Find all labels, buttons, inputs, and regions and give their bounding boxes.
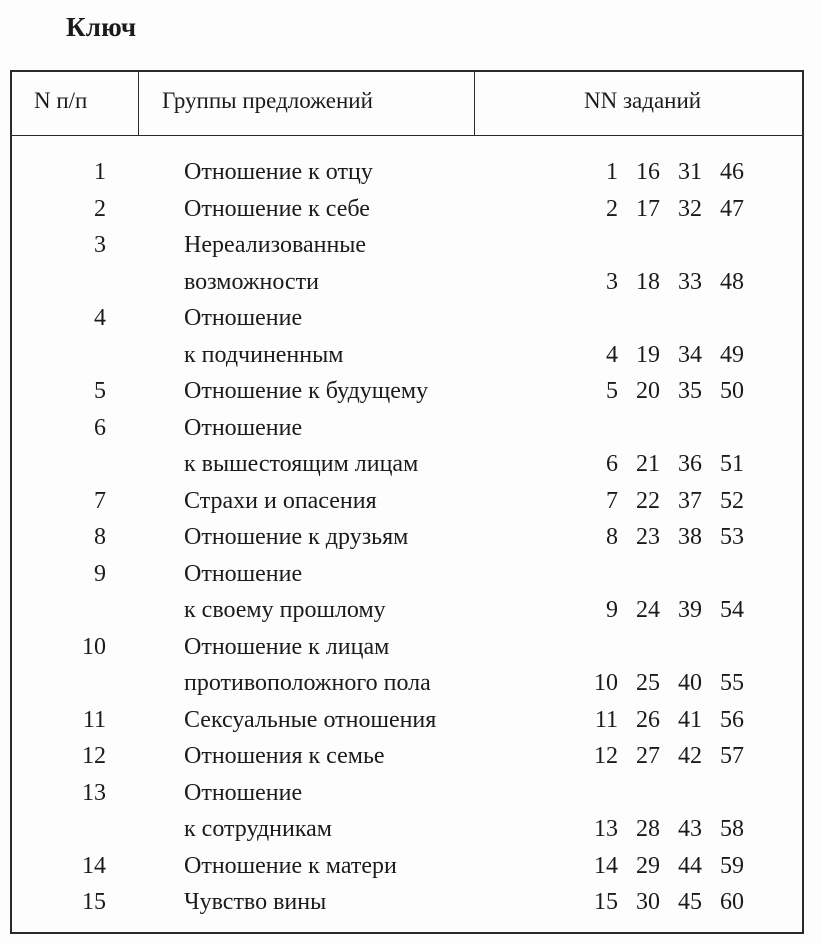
task-number: 55 [720, 670, 744, 696]
table-row [12, 227, 802, 300]
task-number: 58 [720, 816, 744, 842]
task-number: 46 [720, 159, 744, 185]
task-number: 26 [636, 706, 660, 733]
task-number: 4 [606, 341, 618, 368]
task-number: 3 [606, 268, 618, 295]
group-line: Отношение [184, 560, 303, 587]
group-line: Отношение к будущему [184, 378, 429, 404]
row-number: 5 [94, 378, 106, 404]
table-row [12, 775, 802, 848]
task-number: 17 [636, 195, 660, 222]
task-number: 50 [720, 378, 744, 404]
table-row [12, 300, 802, 373]
task-number: 19 [636, 341, 660, 368]
task-number: 56 [720, 706, 744, 733]
task-number: 34 [678, 341, 702, 368]
task-number: 9 [606, 597, 618, 623]
table-row [12, 483, 802, 520]
group-line: Страхи и опасения [184, 487, 377, 514]
page-title: Ключ [66, 12, 137, 42]
row-number: 1 [94, 159, 106, 185]
row-tasks [590, 665, 744, 702]
task-number: 2 [606, 195, 618, 222]
table-row [12, 556, 802, 629]
row-number: 11 [82, 706, 106, 733]
row-tasks [590, 884, 744, 921]
header-tasks: NN заданий [584, 88, 702, 113]
group-line: Отношение к матери [184, 852, 397, 879]
group-line: к подчиненным [184, 341, 344, 368]
header-number: N п/п [34, 88, 88, 113]
task-number: 33 [678, 268, 702, 295]
task-number: 7 [606, 487, 618, 514]
row-number: 13 [82, 779, 106, 806]
task-number: 30 [636, 889, 660, 915]
task-number: 29 [636, 852, 660, 879]
task-number: 8 [606, 524, 618, 550]
task-number: 49 [720, 341, 744, 368]
task-number: 25 [636, 670, 660, 696]
task-number: 27 [636, 743, 660, 769]
task-number: 23 [636, 524, 660, 550]
row-tasks [590, 373, 744, 410]
group-line: Отношение [184, 414, 303, 441]
task-number: 31 [678, 159, 702, 185]
group-line: к вышестоящим лицам [184, 451, 419, 477]
row-number: 12 [82, 743, 106, 769]
row-number: 6 [94, 414, 106, 441]
task-number: 42 [678, 743, 702, 769]
group-line: Чувство вины [184, 889, 327, 915]
task-number: 45 [678, 889, 702, 915]
group-line: противоположного пола [184, 670, 431, 696]
table-row [12, 629, 802, 702]
table-header-row [12, 72, 802, 136]
task-number: 24 [636, 597, 660, 623]
table-row [12, 848, 802, 885]
group-line: Отношение [184, 779, 303, 806]
task-number: 41 [678, 706, 702, 733]
task-number: 36 [678, 451, 702, 477]
row-tasks [590, 738, 744, 775]
task-number: 47 [720, 195, 744, 222]
group-line: Отношение к себе [184, 195, 370, 222]
group-line: возможности [184, 268, 319, 295]
row-tasks [590, 483, 744, 520]
table-row [12, 410, 802, 483]
row-tasks [590, 264, 744, 301]
table-row [12, 884, 802, 921]
group-line: Сексуальные отношения [184, 706, 437, 733]
row-tasks [590, 446, 744, 483]
row-number: 14 [82, 852, 106, 879]
header-divider [138, 72, 139, 136]
table-row [12, 519, 802, 556]
row-number: 15 [82, 889, 106, 915]
table-body [12, 154, 802, 921]
table-row [12, 191, 802, 228]
group-line: Отношение к отцу [184, 159, 373, 185]
task-number: 38 [678, 524, 702, 550]
task-number: 6 [606, 451, 618, 477]
header-divider [474, 72, 475, 136]
group-line: Нереализованные [184, 232, 367, 258]
task-number: 35 [678, 378, 702, 404]
row-tasks [590, 154, 744, 191]
group-line: к сотрудникам [184, 816, 332, 842]
task-number: 13 [594, 816, 618, 842]
task-number: 44 [678, 852, 702, 879]
task-number: 15 [594, 889, 618, 915]
row-number: 7 [94, 487, 106, 514]
task-number: 20 [636, 378, 660, 404]
task-number: 10 [594, 670, 618, 696]
table-row [12, 738, 802, 775]
group-line: Отношения к семье [184, 743, 385, 769]
task-number: 1 [606, 159, 618, 185]
group-line: к своему прошлому [184, 597, 386, 623]
row-tasks [590, 702, 744, 739]
row-tasks [590, 519, 744, 556]
key-table [10, 70, 804, 934]
group-line: Отношение к друзьям [184, 524, 409, 550]
table-row [12, 702, 802, 739]
task-number: 43 [678, 816, 702, 842]
table-row [12, 154, 802, 191]
row-tasks [590, 848, 744, 885]
task-number: 37 [678, 487, 702, 514]
row-number: 2 [94, 195, 106, 222]
row-tasks [590, 191, 744, 228]
task-number: 12 [594, 743, 618, 769]
task-number: 48 [720, 268, 744, 295]
task-number: 22 [636, 487, 660, 514]
task-number: 32 [678, 195, 702, 222]
header-groups: Группы предложений [162, 88, 373, 113]
group-line: Отношение [184, 305, 303, 331]
group-line: Отношение к лицам [184, 633, 390, 660]
task-number: 21 [636, 451, 660, 477]
row-tasks [590, 337, 744, 374]
row-number: 8 [94, 524, 106, 550]
task-number: 52 [720, 487, 744, 514]
row-number: 3 [94, 232, 106, 258]
task-number: 53 [720, 524, 744, 550]
row-number: 10 [82, 633, 106, 660]
row-tasks [590, 811, 744, 848]
task-number: 18 [636, 268, 660, 295]
task-number: 57 [720, 743, 744, 769]
task-number: 11 [594, 706, 618, 733]
task-number: 51 [720, 451, 744, 477]
task-number: 59 [720, 852, 744, 879]
row-number: 9 [94, 560, 106, 587]
task-number: 14 [594, 852, 618, 879]
task-number: 16 [636, 159, 660, 185]
task-number: 39 [678, 597, 702, 623]
task-number: 54 [720, 597, 744, 623]
task-number: 28 [636, 816, 660, 842]
task-number: 40 [678, 670, 702, 696]
task-number: 5 [606, 378, 618, 404]
task-number: 60 [720, 889, 744, 915]
row-tasks [590, 592, 744, 629]
row-number: 4 [94, 305, 106, 331]
table-row [12, 373, 802, 410]
